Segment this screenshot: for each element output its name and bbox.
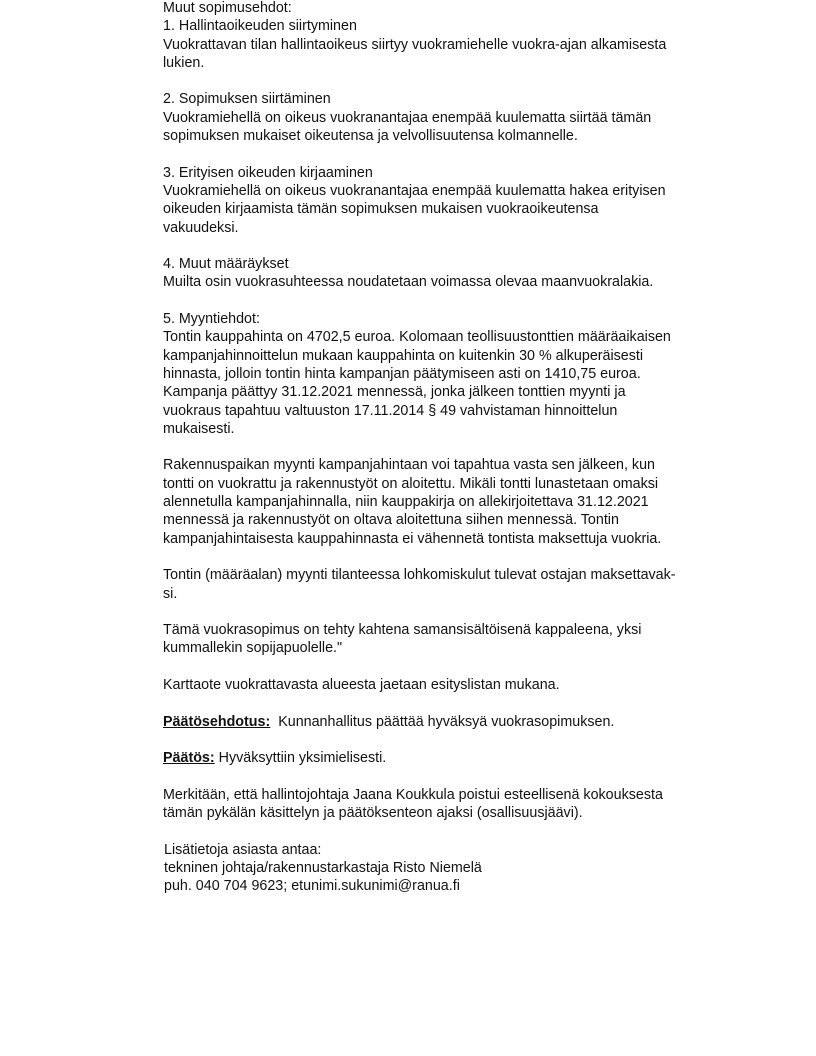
copies-text: Tämä vuokrasopimus on tehty kahtena samansisältöisenä kappaleena, yksi xyxy=(163,622,642,639)
section-2-text: Vuokramiehellä on oikeus vuokranantajaa enempää kuulematta siirtää tämän xyxy=(163,109,652,126)
sale-terms-text: Rakennuspaikan myynti kampanjahintaan voi tapahtua vasta sen jälkeen, kun xyxy=(163,457,655,474)
section-1-text: lukien. xyxy=(163,54,205,71)
proposal-label: Päätösehdotus: xyxy=(163,713,271,730)
sale-terms-text: mennessä ja rakennustyöt on oltava aloitettuna siihen mennessä. Tontin xyxy=(163,512,619,529)
decision-text: Hyväksyttiin yksimielisesti. xyxy=(218,750,387,767)
copies-text: kummallekin sopijapuolelle." xyxy=(163,640,343,657)
sale-terms-text: kampanjahintaisesta kauppahinnasta ei vähennetä tontista maksettuja vuokria. xyxy=(163,530,662,547)
map-note: Karttaote vuokrattavasta alueesta jaetaan esityslistan mukana. xyxy=(163,676,560,693)
section-5-text: vuokraus tapahtuu valtuuston 17.11.2014 § 49 vahvistaman hinnoittelun xyxy=(163,402,618,419)
decision-label: Päätös: xyxy=(163,750,215,767)
section-1-heading: 1. Hallintaoikeuden siirtyminen xyxy=(163,18,357,35)
section-2-heading: 2. Sopimuksen siirtäminen xyxy=(163,91,331,108)
section-3-text: oikeuden kirjaamista tämän sopimuksen mukaisen vuokraoikeutensa xyxy=(163,201,599,218)
contact-details: puh. 040 704 9623; etunimi.sukunimi@ranua.fi xyxy=(164,878,460,895)
costs-text: Tontin (määräalan) myynti tilanteessa lohkomiskulut tulevat ostajan maksettavak- xyxy=(163,567,676,584)
section-5-text: Kampanja päättyy 31.12.2021 mennessä, jonka jälkeen tonttien myynti ja xyxy=(163,384,626,401)
section-4-heading: 4. Muut määräykset xyxy=(163,256,289,273)
intro-heading: Muut sopimusehdot: xyxy=(163,0,292,16)
section-2-text: sopimuksen mukaiset oikeutensa ja velvollisuutensa kolmannelle. xyxy=(163,128,578,145)
contact-intro: Lisätietoja asiasta antaa: xyxy=(164,841,322,858)
section-5-text: Tontin kauppahinta on 4702,5 euroa. Kolomaan teollisuustonttien määräaikaisen xyxy=(163,329,671,346)
sale-terms-text: tontti on vuokrattu ja rakennustyöt on aloitettu. Mikäli tontti lunastetaan omaksi xyxy=(163,475,659,492)
section-5-text: hinnasta, jolloin tontin hinta kampanjan päätymiseen asti on 1410,75 euroa. xyxy=(163,365,641,382)
sale-terms-text: alennetulla kampanjahinnalla, niin kauppakirja on allekirjoitettava 31.12.2021 xyxy=(163,494,649,511)
section-3-heading: 3. Erityisen oikeuden kirjaaminen xyxy=(163,164,373,181)
decision-row xyxy=(163,749,763,767)
section-5-text: kampanjahinnoittelun mukaan kauppahinta on kuitenkin 30 % alkuperäisesti xyxy=(163,347,644,364)
section-5-text: mukaisesti. xyxy=(163,420,235,437)
proposal-text: Kunnanhallitus päättää hyväksyä vuokrasopimuksen. xyxy=(278,713,615,730)
contact-person: tekninen johtaja/rakennustarkastaja Risto Niemelä xyxy=(164,859,482,876)
section-5-heading: 5. Myyntiehdot: xyxy=(163,311,260,328)
costs-text: si. xyxy=(163,585,178,602)
document-page xyxy=(163,0,763,896)
recusal-note: tämän pykälän käsittelyn ja päätöksenteon ajaksi (osallisuusjäävi). xyxy=(163,805,583,822)
section-1-text: Vuokrattavan tilan hallintaoikeus siirtyy vuokramiehelle vuokra-ajan alkamisesta xyxy=(163,36,667,53)
recusal-note: Merkitään, että hallintojohtaja Jaana Koukkula poistui esteellisenä kokouksesta xyxy=(163,786,663,803)
contact-block xyxy=(164,841,763,896)
section-4-text: Muilta osin vuokrasuhteessa noudatetaan voimassa olevaa maanvuokralakia. xyxy=(163,274,654,291)
proposal-row xyxy=(163,713,763,731)
section-3-text: vakuudeksi. xyxy=(163,219,239,236)
section-3-text: Vuokramiehellä on oikeus vuokranantajaa enempää kuulematta hakea erityisen xyxy=(163,182,666,199)
